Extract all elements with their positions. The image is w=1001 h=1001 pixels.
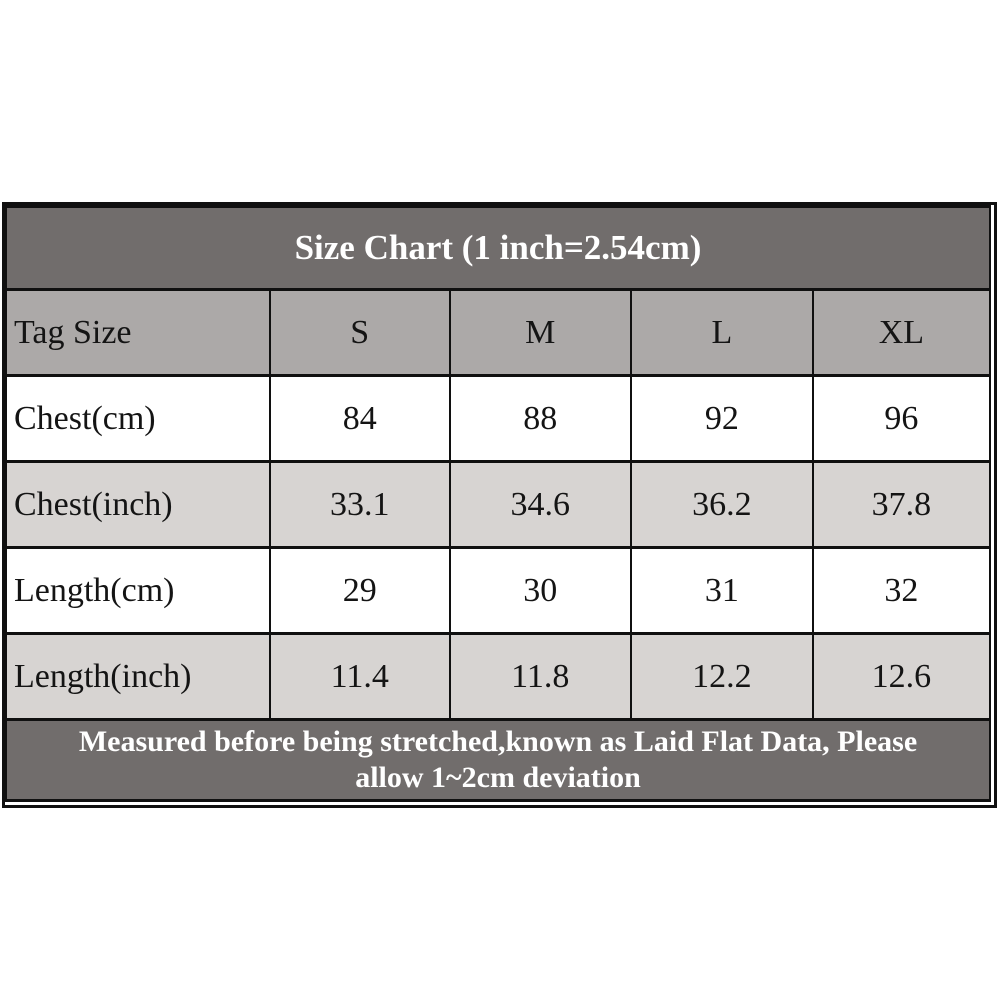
header-size-l: L	[631, 290, 813, 376]
header-size-m: M	[450, 290, 631, 376]
cell-value: 12.6	[813, 634, 990, 720]
cell-value: 34.6	[450, 462, 631, 548]
cell-value: 31	[631, 548, 813, 634]
table-row	[6, 462, 990, 548]
cell-value: 11.8	[450, 634, 631, 720]
cell-value: 11.4	[270, 634, 450, 720]
title-row	[6, 207, 990, 290]
size-chart-panel	[2, 202, 997, 808]
table-row	[6, 634, 990, 720]
header-row	[6, 290, 990, 376]
header-size-s: S	[270, 290, 450, 376]
cell-value: 92	[631, 376, 813, 462]
cell-value: 37.8	[813, 462, 990, 548]
table-title: Size Chart (1 inch=2.54cm)	[6, 207, 990, 290]
cell-value: 32	[813, 548, 990, 634]
cell-value: 33.1	[270, 462, 450, 548]
footnote-line-2: allow 1~2cm deviation	[355, 761, 641, 794]
size-chart-table	[5, 205, 991, 802]
cell-value: 84	[270, 376, 450, 462]
cell-value: 36.2	[631, 462, 813, 548]
cell-value: 88	[450, 376, 631, 462]
table-row	[6, 548, 990, 634]
cell-value: 29	[270, 548, 450, 634]
row-label: Chest(inch)	[6, 462, 270, 548]
table-footnote	[6, 720, 990, 801]
header-size-xl: XL	[813, 290, 990, 376]
row-label: Length(inch)	[6, 634, 270, 720]
cell-value: 96	[813, 376, 990, 462]
cell-value: 12.2	[631, 634, 813, 720]
table-body	[6, 376, 990, 720]
row-label: Length(cm)	[6, 548, 270, 634]
table-row	[6, 376, 990, 462]
cell-value: 30	[450, 548, 631, 634]
row-label: Chest(cm)	[6, 376, 270, 462]
footnote-line-1: Measured before being stretched,known as Laid Flat Data, Please	[78, 725, 918, 758]
footer-row	[6, 720, 990, 801]
header-tag-size: Tag Size	[6, 290, 270, 376]
